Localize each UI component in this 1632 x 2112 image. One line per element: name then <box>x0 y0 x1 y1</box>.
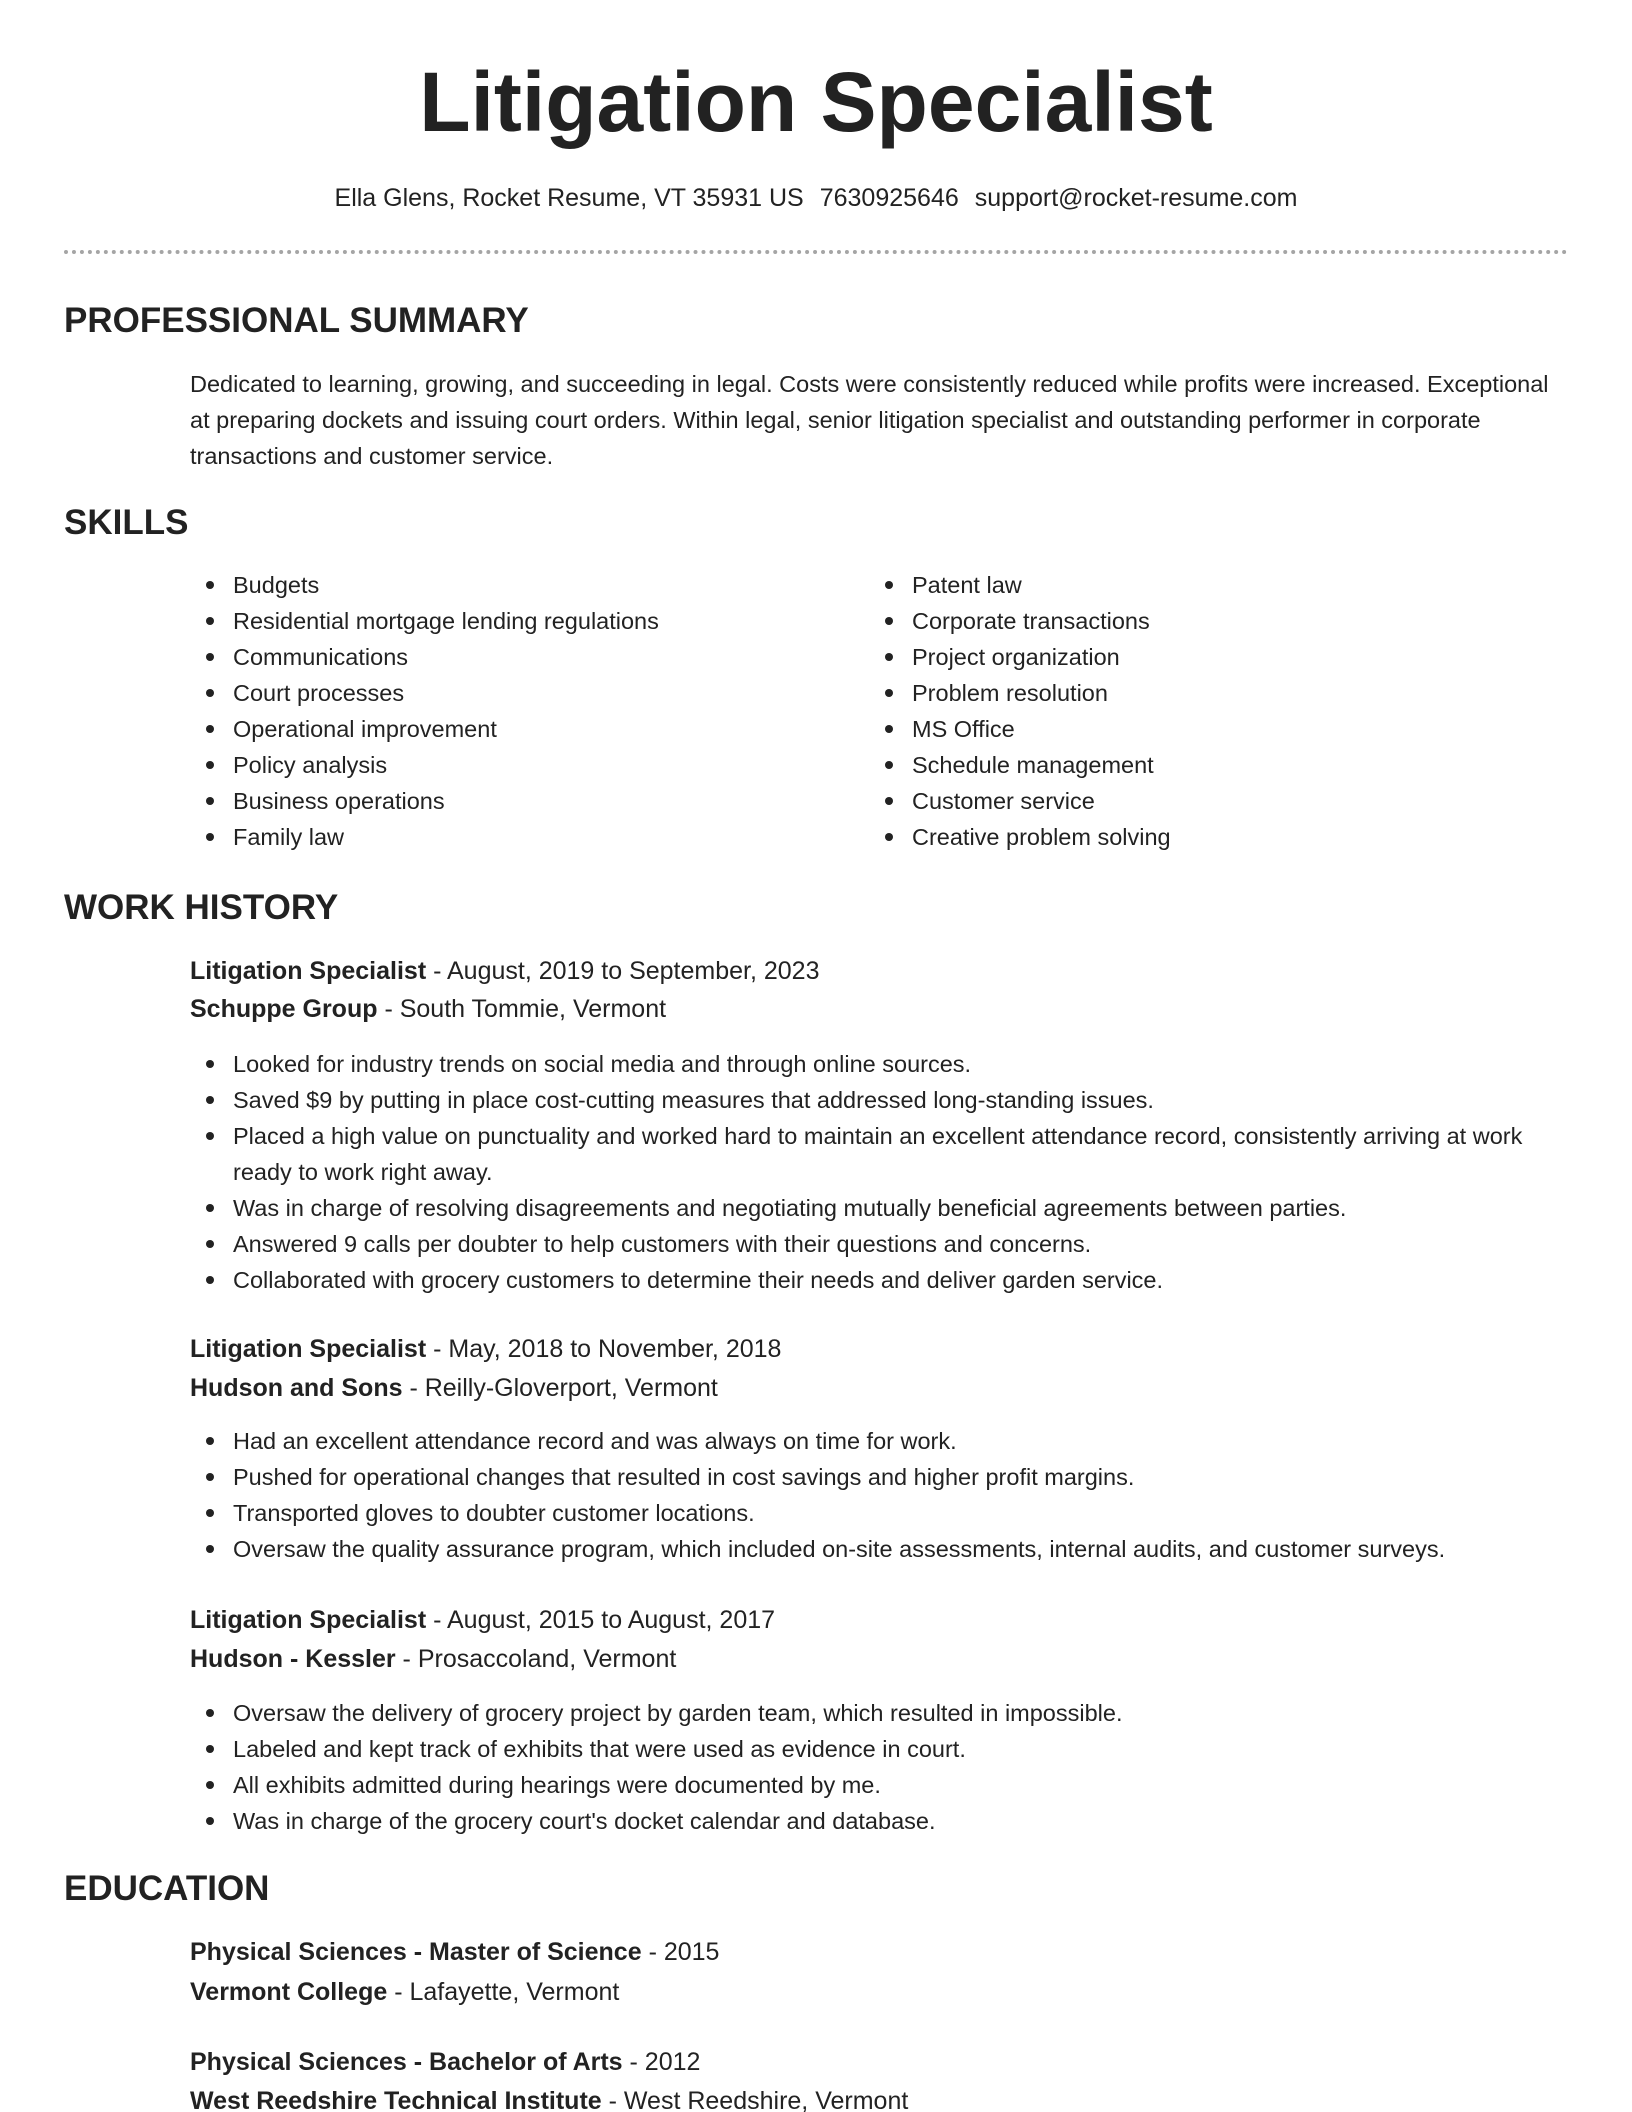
job-title-line <box>190 952 820 990</box>
job-role: Litigation Specialist <box>190 957 427 985</box>
job-company: Hudson - Kessler <box>190 1645 396 1673</box>
job-bullet: Transported gloves to doubter customer locations. <box>190 1495 1568 1531</box>
job-bullet: Labeled and kept track of exhibits that were used as evidence in court. <box>190 1731 1568 1767</box>
work-title: WORK HISTORY <box>64 888 339 927</box>
skills-list-left <box>190 567 850 855</box>
job-location: - Prosaccoland, Vermont <box>395 1645 677 1673</box>
skill-item: Business operations <box>190 783 850 819</box>
skill-item: Policy analysis <box>190 747 850 783</box>
skill-item: Operational improvement <box>190 711 850 747</box>
education-year: - 2015 <box>641 1938 720 1966</box>
job-bullet: Oversaw the quality assurance program, which included on-site assessments, internal audits, and customer surveys. <box>190 1531 1568 1567</box>
education-school-line <box>190 2082 908 2112</box>
job-bullet: Saved $9 by putting in place cost-cutting measures that addressed long-standing issues. <box>190 1082 1568 1118</box>
education-location: - West Reedshire, Vermont <box>601 2087 909 2112</box>
job-bullet: Was in charge of the grocery court's docket calendar and database. <box>190 1803 1568 1839</box>
skill-item: Patent law <box>869 567 1559 603</box>
job-location: - South Tommie, Vermont <box>377 995 667 1023</box>
job-bullet: Oversaw the delivery of grocery project by garden team, which resulted in impossible. <box>190 1695 1568 1731</box>
job-bullet: All exhibits admitted during hearings were documented by me. <box>190 1767 1568 1803</box>
job-title-line <box>190 1330 781 1368</box>
education-title: EDUCATION <box>64 1869 270 1908</box>
skill-item: Family law <box>190 819 850 855</box>
contact-email: support@rocket-resume.com <box>974 184 1298 212</box>
job-bullet: Had an excellent attendance record and was always on time for work. <box>190 1423 1568 1459</box>
job-dates: - August, 2019 to September, 2023 <box>426 957 820 985</box>
job-bullets <box>190 1695 1568 1839</box>
contact-phone: 7630925646 <box>819 184 959 212</box>
education-degree-line <box>190 2043 700 2081</box>
education-school: West Reedshire Technical Institute <box>190 2087 602 2112</box>
job-bullet: Placed a high value on punctuality and worked hard to maintain an excellent attendance record, consistently arriving at work ready to work right away. <box>190 1118 1568 1190</box>
skill-item: Communications <box>190 639 850 675</box>
job-bullet: Answered 9 calls per doubter to help customers with their questions and concerns. <box>190 1226 1568 1262</box>
contact-address: Ella Glens, Rocket Resume, VT 35931 US <box>334 184 804 212</box>
job-bullet: Collaborated with grocery customers to determine their needs and deliver garden service. <box>190 1262 1568 1298</box>
skill-item: Creative problem solving <box>869 819 1559 855</box>
job-company-line <box>190 990 666 1028</box>
education-year: - 2012 <box>622 2048 701 2076</box>
contact-line <box>0 182 1632 214</box>
resume-name: Litigation Specialist <box>419 55 1213 149</box>
skill-item: Customer service <box>869 783 1559 819</box>
skill-item: Court processes <box>190 675 850 711</box>
skill-item: Project organization <box>869 639 1559 675</box>
job-bullet: Pushed for operational changes that resulted in cost savings and higher profit margins. <box>190 1459 1568 1495</box>
skill-item: Corporate transactions <box>869 603 1559 639</box>
education-school-line <box>190 1973 619 2011</box>
job-role: Litigation Specialist <box>190 1606 427 1634</box>
job-company: Schuppe Group <box>190 995 378 1023</box>
education-degree-line <box>190 1933 719 1971</box>
job-company-line <box>190 1640 676 1678</box>
skill-item: Problem resolution <box>869 675 1559 711</box>
education-school: Vermont College <box>190 1978 388 2006</box>
skills-title: SKILLS <box>64 503 189 542</box>
skill-item: Schedule management <box>869 747 1559 783</box>
job-role: Litigation Specialist <box>190 1335 427 1363</box>
education-location: - Lafayette, Vermont <box>387 1978 620 2006</box>
job-company: Hudson and Sons <box>190 1374 403 1402</box>
header-divider <box>64 250 1568 254</box>
education-degree: Physical Sciences - Bachelor of Arts <box>190 2048 623 2076</box>
summary-text: Dedicated to learning, growing, and succeeding in legal. Costs were consistently reduced while profits were increased. Exceptional at preparing dockets and issuing court orders. Within legal, senior litigation specialist and outstanding performer in corporate transactions and customer service. <box>190 371 1549 469</box>
job-company-line <box>190 1369 718 1407</box>
job-bullet: Looked for industry trends on social media and through online sources. <box>190 1046 1568 1082</box>
job-title-line <box>190 1601 775 1639</box>
job-bullets <box>190 1423 1568 1567</box>
job-location: - Reilly-Gloverport, Vermont <box>402 1374 718 1402</box>
job-bullet: Was in charge of resolving disagreements and negotiating mutually beneficial agreements between parties. <box>190 1190 1568 1226</box>
education-degree: Physical Sciences - Master of Science <box>190 1938 642 1966</box>
skills-list-right <box>869 567 1559 855</box>
skill-item: Residential mortgage lending regulations <box>190 603 850 639</box>
job-dates: - May, 2018 to November, 2018 <box>426 1335 782 1363</box>
job-dates: - August, 2015 to August, 2017 <box>426 1606 776 1634</box>
job-bullets <box>190 1046 1568 1298</box>
skill-item: MS Office <box>869 711 1559 747</box>
skill-item: Budgets <box>190 567 850 603</box>
summary-title: PROFESSIONAL SUMMARY <box>64 301 529 340</box>
